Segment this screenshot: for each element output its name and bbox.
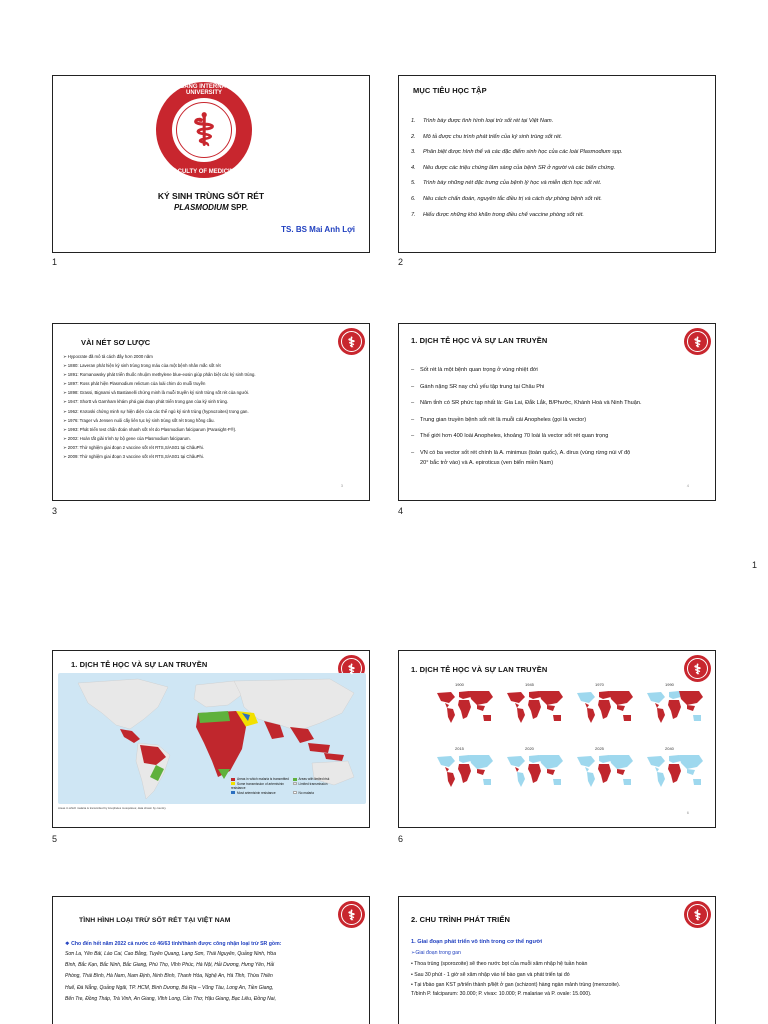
list-item: 3. Phân biệt được hình thể và các đặc điểm sinh học của các loài Plasmodium spp. [411, 149, 623, 156]
legend-item: Some transmission of artemisinin resistance [231, 781, 284, 790]
list-item: 2. Mô tả được chu trình phát triển của ký sinh trùng sốt rét. [411, 133, 563, 140]
university-logo-icon: ⚕ [338, 655, 365, 682]
slide-title: KÝ SINH TRÙNG SỐT RÉT [157, 191, 265, 201]
slide-title: MỤC TIÊU HỌC TẬP [413, 86, 487, 95]
list-item: ➢ 1898: Grassi, Bignami và Bastianelli chứng minh là muỗi truyền ký sinh trùng sốt rét của người. [63, 388, 256, 397]
list-item: 6. Nêu cách chẩn đoán, nguyên tắc điều trị và cách dự phòng bệnh sốt rét. [411, 195, 602, 202]
mini-world-map [573, 753, 635, 793]
page-number: 6 [398, 834, 404, 844]
university-logo-icon: ⚕ [338, 901, 365, 928]
list-item: – Trung gian truyền bệnh sốt rét là muỗi cái Anopheles (gọi là vector) [411, 416, 587, 423]
slide-4[interactable] [398, 323, 716, 501]
legend-item: Areas in which malaria is transmitted [231, 777, 290, 782]
list-item: 5. Trình bày những nét đặc trưng của bệnh lý học và miễn dịch học sốt rét. [411, 180, 602, 187]
slide-3[interactable] [52, 323, 370, 501]
page-number: 5 [52, 834, 58, 844]
mini-world-map [643, 689, 705, 729]
province-line: Sơn La, Yên Bái, Lào Cai, Cao Bằng, Tuyên Quang, Lạng Sơn, Thái Nguyên, Quảng Ninh, Hòa [65, 951, 276, 957]
slide-5[interactable] [52, 650, 370, 828]
list-item: 4. Nêu được các triệu chứng lâm sàng của bệnh SR ở người và các biến chứng. [411, 164, 616, 171]
page-number: 2 [398, 257, 404, 267]
map-year-label: 1900 [455, 682, 464, 687]
mini-world-map [503, 689, 565, 729]
bullet-item: • Sau 30 phút - 1 giờ sẽ xâm nhập vào tế bào gan và phát triển tại đó [411, 972, 570, 978]
slide-footer-number: 4 [686, 483, 689, 488]
legend-item: Areas with limited risk [293, 777, 352, 782]
province-line: Huế, Đà Nẵng, Quảng Ngãi, TP. HCM, Bình Dương, Bà Rịa – Vũng Tàu, Long An, Tiền Giang, [65, 984, 274, 991]
slide-footer-number: 6 [686, 810, 689, 815]
slide-title: 1. DỊCH TỄ HỌC VÀ SỰ LAN TRUYỀN [411, 336, 548, 345]
map-year-label: 2015 [455, 746, 464, 751]
legend-item: No malaria [293, 791, 352, 796]
university-logo-icon: ⚕ [684, 901, 711, 928]
list-item: – VN có ba vector sốt rét chính là A. minimus (toàn quốc), A. dirus (vùng rừng núi vĩ độ [411, 449, 631, 456]
slide-7[interactable] [52, 896, 370, 1024]
legend-item: Limited transmission [293, 782, 352, 791]
page-number: 3 [52, 506, 58, 516]
bullet-item: • Tại t/bào gan KST p/triển thành p/liệt ở gan (schizont) hàng ngàn mảnh trùng (merozoite). [411, 982, 621, 988]
slide-8[interactable] [398, 896, 716, 1024]
objectives-list [411, 114, 711, 223]
list-item: 7. Hiểu được những khó khăn trong điều chế vaccine phòng sốt rét. [411, 211, 584, 218]
mini-world-map [433, 753, 495, 793]
mini-world-map [573, 689, 635, 729]
list-item: – Thế giới hơn 400 loài Anopheles, khoảng 70 loài là vector sốt rét quan trọng [411, 433, 609, 439]
slide-subtitle: PLASMODIUM SPP. [173, 203, 249, 212]
province-list [65, 939, 365, 1005]
section-heading: ❖ Cho đến hết năm 2022 cả nước có 46/63 tỉnh/thành được công nhận loại trừ SR gồm: [65, 941, 282, 947]
province-line: Bình, Bắc Kạn, Bắc Ninh, Bắc Giang, Phú Thọ, Vĩnh Phúc, Hà Nội, Hải Dương, Hưng Yên, Hải [65, 962, 275, 969]
slide-title: 1. DỊCH TỄ HỌC VÀ SỰ LAN TRUYỀN [71, 660, 208, 669]
list-item: ➢ 1962: Krotoski chứng minh sự hiện diện của các thể ngủ ký sinh trùng (hypnozoites) trong gan. [63, 407, 256, 416]
slide-title: TÌNH HÌNH LOẠI TRỪ SỐT RÉT TẠI VIỆT NAM [79, 917, 231, 924]
list-item: – Năm tỉnh có SR phức tạp nhất là: Gia Lai, Đắk Lắk, B/Phước, Khánh Hoà và Ninh Thuận. [411, 400, 642, 406]
list-item: ➢ 1993: Phát triển test chẩn đoán nhanh sốt rét do Plasmodium falciparum (Parasight-F®). [63, 425, 256, 434]
province-line: Phòng, Thái Bình, Hà Nam, Nam Định, Ninh Bình, Thanh Hóa, Nghệ An, Hà Tĩnh, Thừa Thiên [65, 973, 273, 980]
list-item: ➢ 1897: Ross phát hiện Plasmodium relictum của loài chim do muỗi truyền [63, 379, 256, 388]
mini-world-map [643, 753, 705, 793]
university-logo-icon: ⚕ [684, 655, 711, 682]
slide-footer-number: 3 [340, 483, 343, 488]
slide-6[interactable] [398, 650, 716, 828]
list-item: 1. Trình bày được tình hình loại trừ sốt rét tại Việt Nam. [411, 118, 554, 124]
list-item: ➢ 2002: Hoàn tất giải trình tự bộ gene của Plasmodium falciparum. [63, 434, 256, 443]
logo-bottom-text: FACULTY OF MEDICINE [169, 169, 239, 175]
mini-world-map [433, 689, 495, 729]
author-name: TS. BS Mai Anh Lợi [281, 225, 355, 234]
history-list [63, 352, 256, 461]
map-year-label: 1945 [525, 682, 534, 687]
slide-title: 1. DỊCH TỄ HỌC VÀ SỰ LAN TRUYỀN [411, 665, 548, 674]
subsection-heading: ➢Giai đoạn trong gan [411, 950, 461, 956]
page-number: 4 [398, 506, 404, 516]
map-year-label: 2020 [525, 746, 534, 751]
list-item: – Sốt rét là một bệnh quan trọng ở vùng nhiệt đới [411, 367, 538, 373]
legend-item: Most artemisinin resistance [231, 791, 290, 796]
map-year-label: 1970 [595, 682, 604, 687]
lifecycle-content [411, 937, 711, 999]
slide-2[interactable] [398, 75, 716, 253]
list-item: ➢ 1880: Laveran phát hiện ký sinh trùng trong máu của một bệnh nhân mắc sốt rét [63, 361, 256, 370]
page-number: 1 [52, 257, 58, 267]
slide-1[interactable] [52, 75, 370, 253]
list-item: ➢ 2009: Thử nghiệm giai đoạn 3 vaccine sốt rét RTS,S/AS01 tại ChâuPhi. [63, 452, 256, 461]
list-item: ➢ 2007: Thử nghiệm giai đoạn 2 vaccine sốt rét RTS,S/AS01 tại ChâuPhi. [63, 443, 256, 452]
province-line: Bến Tre, Đồng Tháp, Trà Vinh, An Giang, Vĩnh Long, Cần Thơ, Hậu Giang, Bạc Liêu, Đồng Nai, [65, 995, 277, 1002]
list-item: – Gánh nặng SR nay chủ yếu tập trung tại Châu Phi [411, 383, 545, 390]
list-item: ➢ 1891: Romanowsky phát triển thuốc nhuộm methylene blue-eosin giúp phân biệt các ký sinh trùng. [63, 370, 256, 379]
bullet-item: T/bình P. falciparum: 30.000; P. vivax: 10.000; P. malariae và P. ovale: 15.000). [411, 991, 592, 997]
university-logo-icon: ⚕ [338, 328, 365, 355]
university-logo-icon: ⚕ [684, 328, 711, 355]
list-item: ➢ 1947: Shortt và Garnham khám phá giai đoạn phát triển trong gan của ký sinh trùng. [63, 397, 256, 406]
list-item: ➢ 1976: Trager và Jensen nuôi cấy liên tục ký sinh trùng sốt rét trong hồng cầu. [63, 416, 256, 425]
slide-title: 2. CHU TRÌNH PHÁT TRIỂN [411, 915, 510, 924]
slide-title: VÀI NÉT SƠ LƯỢC [81, 338, 151, 347]
map-notes: Areas in which malaria is transmitted by Anopheles mosquitoes; data shown by country. [58, 806, 167, 810]
map-year-label: 2040 [665, 746, 674, 751]
university-logo [156, 82, 252, 178]
side-page-number: 1 [752, 560, 758, 570]
caduceus-icon: ⚕ [192, 105, 216, 155]
list-item: 20° bắc trở vào) và A. epiroticus (ven biển miền Nam) [420, 459, 554, 466]
map-legend [231, 777, 351, 795]
mini-world-map [503, 753, 565, 793]
logo-top-text: HONG BANG INTERNATIONAL UNIVERSITY [160, 84, 248, 96]
map-year-label: 1990 [665, 682, 674, 687]
list-item: ➢ Hypocrate đã mô tả cách đây hơn 2000 năm [63, 352, 256, 361]
map-year-label: 2025 [595, 746, 604, 751]
bullet-item: • Thoa trùng (sporozoite) sẽ theo nước bọt của muỗi xâm nhập hệ tuần hoàn [411, 961, 588, 967]
section-heading: 1. Giai đoạn phát triển vô tính trong cơ thể người [411, 939, 543, 945]
epidemiology-list [411, 362, 642, 468]
